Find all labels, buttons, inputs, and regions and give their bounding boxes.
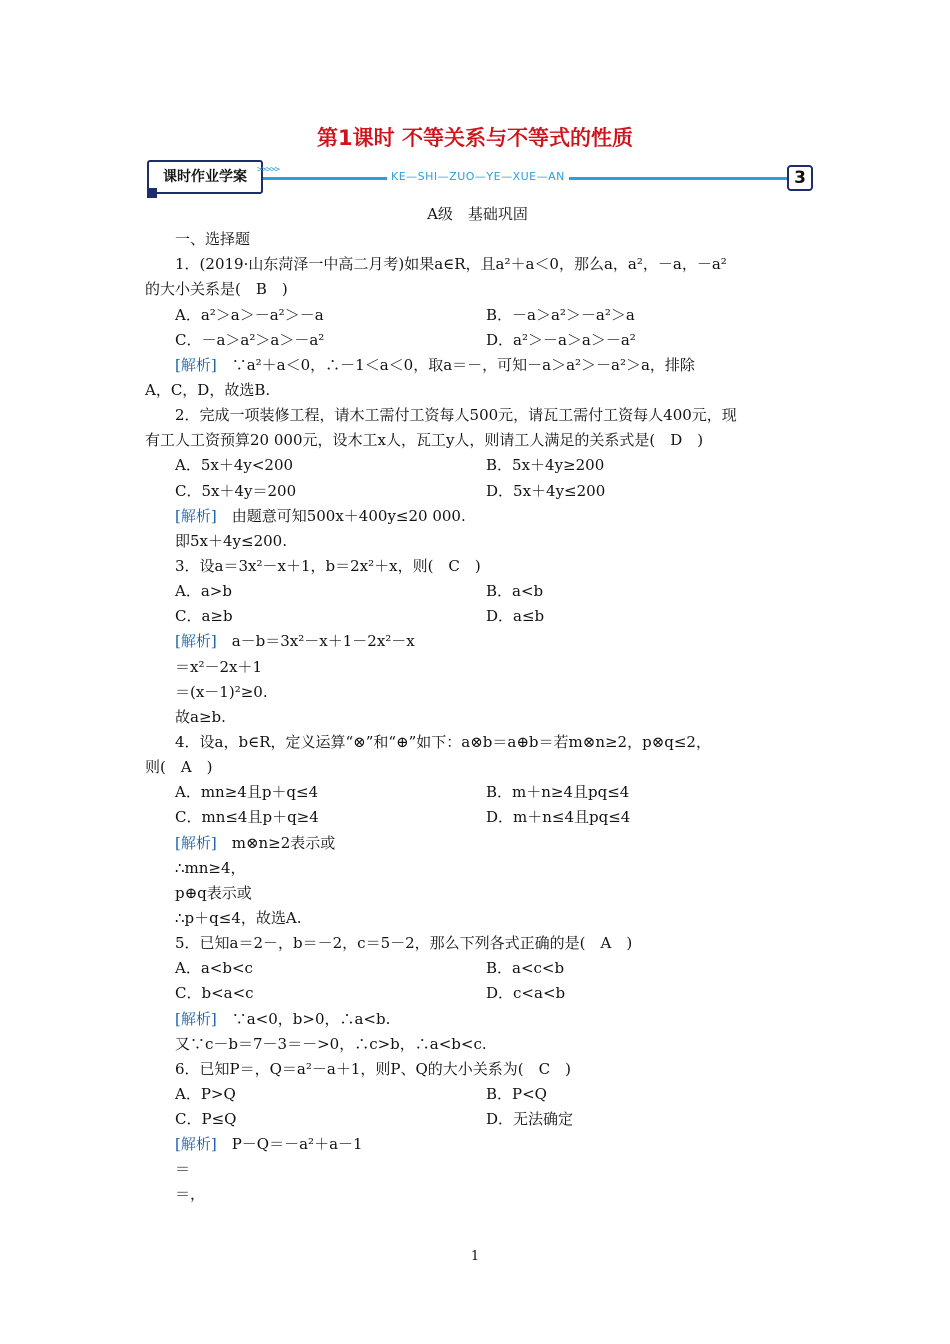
option-b: B．m＋n≥4且pq≤4 <box>486 783 630 802</box>
option-b: B．－a＞a²＞－a²＞a <box>486 305 635 324</box>
solution-text: 由题意可知500x＋400y≤20 000. <box>216 506 466 525</box>
document-body <box>145 202 810 1208</box>
question-4-solution-step: p⊕q表示或 <box>175 883 252 902</box>
solution-tag: [解析] <box>175 833 217 852</box>
question-4-stem: 4．设a，b∈R，定义运算“⊗”和“⊕”如下：a⊗b＝a⊕b＝若m⊗n≥2，p⊗q≤2， <box>175 732 711 751</box>
question-4-options-ab <box>145 780 810 805</box>
question-5-solution-step: 又∵c－b＝7－3＝－>0，∴c>b，∴a<b<c. <box>175 1034 487 1053</box>
question-3-stem: 3．设a＝3x²－x＋1，b＝2x²＋x，则( C ) <box>175 556 481 575</box>
question-1-stem-cont: 的大小关系是( B ) <box>145 280 288 299</box>
question-3-solution-step: ＝(x－1)²≥0. <box>175 682 268 701</box>
question-4-solution-step: ∴p＋q≤4，故选A. <box>175 908 302 927</box>
option-b: B．5x＋4y≥200 <box>486 456 605 475</box>
option-c: C．mn≤4且p＋q≥4 <box>175 808 319 827</box>
option-d: D．5x＋4y≤200 <box>486 481 606 500</box>
question-2-stem-cont: 有工人工资预算20 000元，设木工x人，瓦工y人，则请工人满足的关系式是( D ) <box>145 431 704 450</box>
banner-number: 3 <box>787 165 813 191</box>
question-1-solution <box>145 353 810 378</box>
option-d: D．c<a<b <box>486 984 566 1003</box>
question-4-solution <box>145 831 810 856</box>
question-3-solution-step: 故a≥b. <box>175 707 226 726</box>
option-b: B．a<b <box>486 582 544 601</box>
question-1-options-cd <box>145 328 810 353</box>
section-heading: 一、选择题 <box>175 230 251 249</box>
question-6-options-cd <box>145 1107 810 1132</box>
option-b: B．a<c<b <box>486 959 565 978</box>
option-a: A．a²＞a＞－a²＞－a <box>175 305 324 324</box>
question-6-options-ab <box>145 1082 810 1107</box>
banner-corner-decoration <box>147 188 157 198</box>
option-c: C．b<a<c <box>175 984 254 1003</box>
option-c: C．5x＋4y＝200 <box>175 481 297 500</box>
banner-arrows: >>>>> <box>257 165 280 175</box>
option-a: A．a>b <box>175 582 232 601</box>
page-number: 1 <box>470 1249 480 1264</box>
option-b: B．P<Q <box>486 1084 547 1103</box>
level-heading: A级 基础巩固 <box>427 205 528 223</box>
option-c: C．a≥b <box>175 607 233 626</box>
question-2-solution <box>145 504 810 529</box>
solution-tag: [解析] <box>175 1135 217 1154</box>
option-d: D．m＋n≤4且pq≤4 <box>486 808 631 827</box>
option-d: D．a²＞－a＞a＞－a² <box>486 330 636 349</box>
solution-tag: [解析] <box>175 506 217 525</box>
question-2-stem: 2．完成一项装修工程，请木工需付工资每人500元，请瓦工需付工资每人400元，现 <box>175 406 737 425</box>
page-title: 第1课时 不等关系与不等式的性质 <box>317 126 633 150</box>
solution-text: P－Q＝－a²＋a－1 <box>216 1135 363 1154</box>
question-5-stem: 5．已知a＝2－，b＝－2，c＝5－2，那么下列各式正确的是( A ) <box>175 934 633 953</box>
option-d: D．a≤b <box>486 607 545 626</box>
option-a: A．P>Q <box>175 1084 236 1103</box>
question-2-options-ab <box>145 453 810 478</box>
question-6-solution-step: ＝ <box>175 1160 191 1179</box>
option-d: D．无法确定 <box>486 1110 574 1129</box>
solution-text: a－b＝3x²－x＋1－2x²－x <box>216 632 415 651</box>
question-5-options-cd <box>145 981 810 1006</box>
question-2-solution-cont: 即5x＋4y≤200. <box>175 531 287 550</box>
question-1-stem: 1．(2019·山东菏泽一中高二月考)如果a∈R，且a²＋a＜0，那么a，a²，－a，－a² <box>175 255 727 274</box>
question-1-solution-cont: A，C，D，故选B. <box>145 380 271 399</box>
option-a: A．a<b<c <box>175 959 253 978</box>
option-c: C．P≤Q <box>175 1110 237 1129</box>
question-3-solution <box>145 629 810 654</box>
question-3-options-cd <box>145 604 810 629</box>
question-3-options-ab <box>145 579 810 604</box>
solution-tag: [解析] <box>175 1009 217 1028</box>
solution-text: ∵a<0，b>0，∴a<b. <box>216 1009 391 1028</box>
solution-tag: [解析] <box>175 355 217 374</box>
option-a: A．5x＋4y<200 <box>175 456 294 475</box>
question-4-solution-step: ∴mn≥4， <box>175 858 246 877</box>
question-6-solution-step: ＝， <box>175 1185 206 1204</box>
question-2-options-cd <box>145 479 810 504</box>
banner-label-text: 课时作业学案 <box>163 169 247 185</box>
option-a: A．mn≥4且p＋q≤4 <box>175 783 319 802</box>
solution-text: m⊗n≥2表示或 <box>216 833 336 852</box>
option-c: C．－a＞a²＞a＞－a² <box>175 330 325 349</box>
banner-pinyin: KE—SHI—ZUO—YE—XUE—AN <box>387 170 569 183</box>
question-4-options-cd <box>145 805 810 830</box>
solution-tag: [解析] <box>175 632 217 651</box>
solution-text: ∵a²＋a＜0，∴－1＜a＜0，取a＝－，可知－a＞a²＞－a²＞a，排除 <box>216 355 695 374</box>
section-banner <box>147 160 813 196</box>
question-1-options-ab <box>145 303 810 328</box>
question-5-options-ab <box>145 956 810 981</box>
question-3-solution-step: ＝x²－2x＋1 <box>175 657 263 676</box>
question-6-stem: 6．已知P＝，Q＝a²－a＋1，则P、Q的大小关系为( C ) <box>175 1059 571 1078</box>
question-6-solution <box>145 1132 810 1157</box>
question-4-stem-cont: 则( A ) <box>145 758 213 777</box>
question-5-solution <box>145 1007 810 1032</box>
banner-label <box>147 160 263 194</box>
